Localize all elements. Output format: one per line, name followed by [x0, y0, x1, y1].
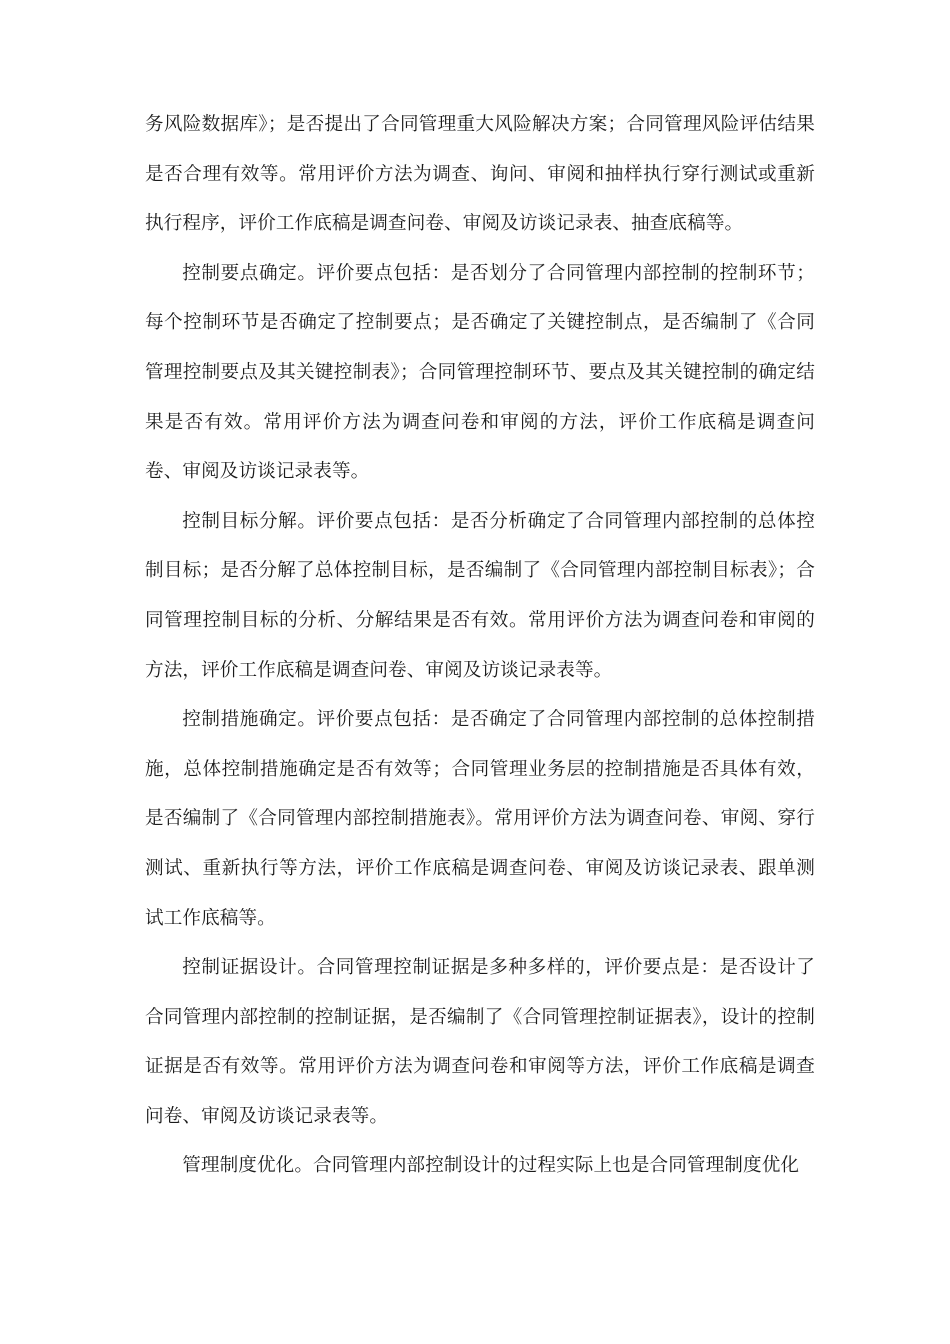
paragraph-risk-assessment-continued: 务风险数据库》；是否提出了合同管理重大风险解决方案；合同管理风险评估结果是否合理有效等。常用评价方法为调查、询问、审阅和抽样执行穿行测试或重新执行程序，评价工作底稿是调查问卷、审阅及访谈记录表、抽查底稿等。: [145, 114, 815, 235]
document-body: [145, 100, 815, 1191]
paragraph-control-evidence: 控制证据设计。合同管理控制证据是多种多样的，评价要点是：是否设计了合同管理内部控制的控制证据，是否编制了《合同管理控制证据表》，设计的控制证据是否有效等。常用评价方法为调查问卷和审阅等方法，评价工作底稿是调查问卷、审阅及访谈记录表等。: [145, 957, 815, 1127]
paragraph-control-objectives: 控制目标分解。评价要点包括：是否分析确定了合同管理内部控制的总体控制目标；是否分解了总体控制目标，是否编制了《合同管理内部控制目标表》；合同管理控制目标的分析、分解结果是否有效。常用评价方法为调查问卷和审阅的方法，评价工作底稿是调查问卷、审阅及访谈记录表等。: [145, 510, 815, 681]
paragraph-control-measures: 控制措施确定。评价要点包括：是否确定了合同管理内部控制的总体控制措施，总体控制措施确定是否有效等；合同管理业务层的控制措施是否具体有效，是否编制了《合同管理内部控制措施表》。常用评价方法为调查问卷、审阅、穿行测试、重新执行等方法，评价工作底稿是调查问卷、审阅及访谈记录表、跟单测试工作底稿等。: [145, 709, 815, 929]
paragraph-system-optimization: 管理制度优化。合同管理内部控制设计的过程实际上也是合同管理制度优化: [182, 1155, 800, 1177]
paragraph-control-points: 控制要点确定。评价要点包括：是否划分了合同管理内部控制的控制环节；每个控制环节是否确定了控制要点；是否确定了关键控制点，是否编制了《合同管理控制要点及其关键控制表》；合同管理控制环节、要点及其关键控制的确定结果是否有效。常用评价方法为调查问卷和审阅的方法，评价工作底稿是调查问卷、审阅及访谈记录表等。: [145, 262, 815, 483]
